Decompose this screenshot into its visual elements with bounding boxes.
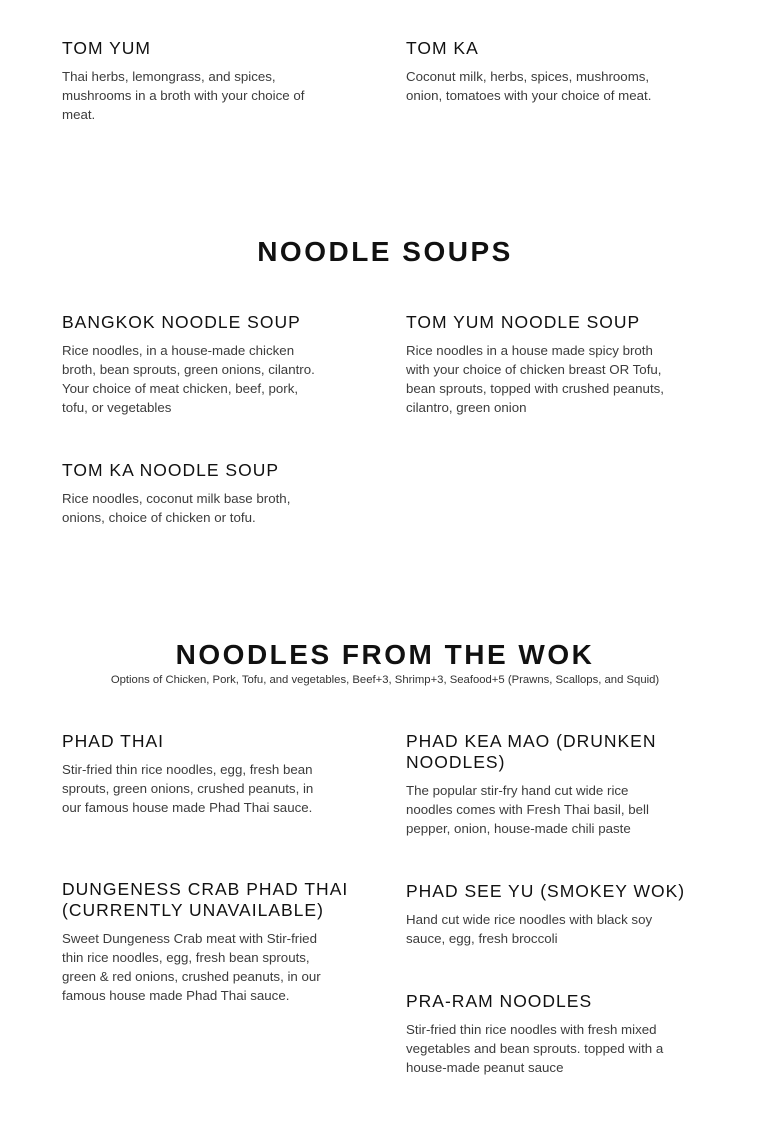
menu-item-description: Stir-fried thin rice noodles, egg, fresh bean sprouts, green onions, crushed peanuts, in our famous house made Phad Thai sauce. <box>62 762 314 815</box>
menu-item-description: Sweet Dungeness Crab meat with Stir-fried thin rice noodles, egg, fresh bean sprouts, green & red onions, crushed peanuts, in our famous house made Phad Thai sauce. <box>62 931 321 1003</box>
menu-item-description: Rice noodles, coconut milk base broth, onions, choice of chicken or tofu. <box>62 491 291 525</box>
menu-item-title: PHAD SEE YU (SMOKEY WOK) <box>406 881 686 901</box>
menu-item-dungeness-crab-phad-thai <box>62 879 362 1005</box>
menu-item-description: Rice noodles, in a house-made chicken broth, bean sprouts, green onions, cilantro. Your choice of meat chicken, beef, pork, tofu, or vegetables <box>62 343 315 415</box>
menu-item-phad-thai <box>62 731 332 817</box>
menu-item-title: PHAD THAI <box>62 731 165 751</box>
menu-item-description: Hand cut wide rice noodles with black soy sauce, egg, fresh broccoli <box>406 912 653 946</box>
section-title-noodle-soups: NOODLE SOUPS <box>257 236 513 267</box>
menu-item-phad-kea-mao <box>406 731 681 838</box>
menu-item-bangkok-noodle-soup <box>62 312 332 417</box>
menu-item-tom-yum-noodle-soup <box>406 312 681 417</box>
menu-item-description: Stir-fried thin rice noodles with fresh mixed vegetables and bean sprouts. topped with a house-made peanut sauce <box>406 1022 664 1075</box>
menu-item-tom-ka-noodle-soup <box>62 460 332 527</box>
menu-item-title: TOM YUM <box>62 38 151 58</box>
menu-item-phad-see-yu <box>406 881 706 948</box>
menu-item-description: The popular stir-fry hand cut wide rice noodles comes with Fresh Thai basil, bell pepper, onion, house-made chili paste <box>406 783 649 836</box>
section-subtitle-protein-options: Options of Chicken, Pork, Tofu, and vegetables, Beef+3, Shrimp+3, Seafood+5 (Prawns, Scallops, and Squid) <box>110 674 660 686</box>
menu-item-description: Coconut milk, herbs, spices, mushrooms, onion, tomatoes with your choice of meat. <box>406 69 652 103</box>
menu-item-title: DUNGENESS CRAB PHAD THAI (CURRENTLY UNAVAILABLE) <box>62 879 349 920</box>
menu-item-title: PRA-RAM NOODLES <box>406 991 593 1011</box>
menu-item-title: TOM KA NOODLE SOUP <box>62 460 280 480</box>
section-title-noodles-from-the-wok: NOODLES FROM THE WOK <box>175 639 595 670</box>
menu-item-title: TOM YUM NOODLE SOUP <box>406 312 641 332</box>
menu-item-title: PHAD KEA MAO (DRUNKEN NOODLES) <box>406 731 657 772</box>
menu-item-tom-ka <box>406 38 681 105</box>
menu-item-tom-yum <box>62 38 332 124</box>
menu-item-title: BANGKOK NOODLE SOUP <box>62 312 301 332</box>
menu-item-description: Thai herbs, lemongrass, and spices, mushrooms in a broth with your choice of meat. <box>62 69 305 122</box>
menu-item-pra-ram-noodles <box>406 991 681 1077</box>
menu-item-description: Rice noodles in a house made spicy broth with your choice of chicken breast OR Tofu, bean sprouts, topped with crushed peanuts, cilantro, green onion <box>406 343 664 415</box>
menu-item-title: TOM KA <box>406 38 479 58</box>
